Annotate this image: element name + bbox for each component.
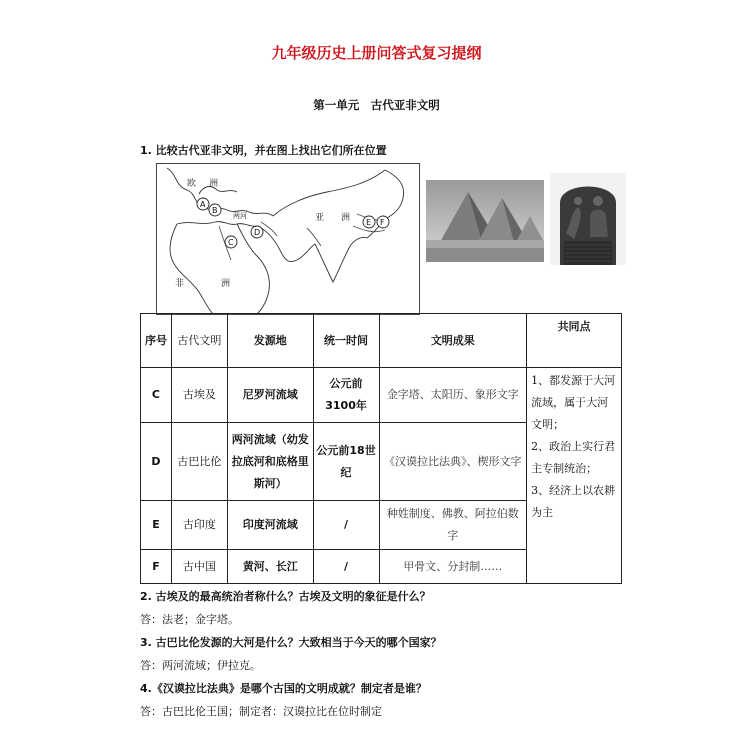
row-origin: 印度河流域 <box>227 501 313 550</box>
question-1: 1. 比较古代亚非文明，并在图上找出它们所在位置 <box>140 144 387 157</box>
map-label-two-rivers: 两河 <box>233 212 247 220</box>
map-marker-f <box>377 216 389 228</box>
row-achievements: 种姓制度、佛教、阿拉伯数字 <box>379 501 527 550</box>
common-point-3: 3、经济上以农耕为主 <box>531 484 616 519</box>
question-4: 4.《汉谟拉比法典》是哪个古国的文明成就？制定者是谁？ <box>140 682 427 695</box>
table-header-row <box>141 314 622 368</box>
header-common: 共同点 <box>527 314 622 368</box>
row-no: E <box>141 501 172 550</box>
answer-3: 答：两河流域；伊拉克。 <box>140 659 261 672</box>
row-civ: 古巴比伦 <box>171 423 227 501</box>
map-label-europe: 欧 <box>187 179 197 189</box>
row-no: D <box>141 423 172 501</box>
header-unify: 统一时间 <box>313 314 379 368</box>
map-label-africa-2: 洲 <box>221 279 231 289</box>
svg-text:D: D <box>254 228 261 237</box>
row-achievements: 《汉谟拉比法典》、楔形文字 <box>379 423 527 501</box>
answer-2: 答：法老；金字塔。 <box>140 613 239 626</box>
unit-title: 第一单元 古代亚非文明 <box>313 98 440 112</box>
map-label-asia: 亚 <box>315 213 325 223</box>
row-achievements: 甲骨文、分封制…… <box>379 550 527 584</box>
row-unify: / <box>313 550 379 584</box>
header-civ: 古代文明 <box>171 314 227 368</box>
civilization-table <box>140 313 622 584</box>
question-3: 3. 古巴比伦发源的大河是什么？大致相当于今天的哪个国家？ <box>140 636 442 649</box>
row-achievements: 金字塔、太阳历、象形文字 <box>379 368 527 423</box>
row-no: C <box>141 368 172 423</box>
header-origin: 发源地 <box>227 314 313 368</box>
map-label-africa: 非 <box>175 279 185 289</box>
common-points <box>527 368 622 584</box>
row-unify: 公元前3100年 <box>313 368 379 423</box>
row-civ: 古印度 <box>171 501 227 550</box>
row-origin: 尼罗河流域 <box>227 368 313 423</box>
map-marker-d <box>251 226 263 238</box>
row-unify: 公元前18世纪 <box>313 423 379 501</box>
map-marker-b <box>209 204 221 216</box>
svg-text:F: F <box>380 218 385 227</box>
common-point-1: 1、都发源于大河流域，属于大河文明； <box>531 374 616 431</box>
common-point-2: 2、政治上实行君主专制统治； <box>531 440 616 475</box>
ancient-civilizations-map <box>156 163 420 315</box>
document-title: 九年级历史上册问答式复习提纲 <box>271 44 482 62</box>
answer-4: 答：古巴比伦王国；制定者：汉谟拉比在位时制定 <box>140 705 382 718</box>
row-civ: 古埃及 <box>171 368 227 423</box>
row-no: F <box>141 550 172 584</box>
row-civ: 古中国 <box>171 550 227 584</box>
header-no: 序号 <box>141 314 172 368</box>
map-marker-a <box>197 198 209 210</box>
map-label-asia-2: 洲 <box>341 213 351 223</box>
table-row <box>141 368 622 423</box>
map-marker-c <box>225 236 237 248</box>
hammurabi-stele-photo <box>550 173 626 265</box>
pyramids-photo <box>426 180 544 262</box>
svg-text:B: B <box>212 206 218 215</box>
question-2: 2. 古埃及的最高统治者称什么？古埃及文明的象征是什么？ <box>140 590 431 603</box>
header-achievements: 文明成果 <box>379 314 527 368</box>
map-marker-e <box>363 216 375 228</box>
svg-text:A: A <box>200 200 206 209</box>
svg-text:E: E <box>366 218 372 227</box>
row-origin: 两河流域（幼发拉底河和底格里斯河） <box>227 423 313 501</box>
map-label-europe-2: 洲 <box>209 179 219 189</box>
row-origin: 黄河、长江 <box>227 550 313 584</box>
row-unify: / <box>313 501 379 550</box>
svg-text:C: C <box>228 238 234 247</box>
